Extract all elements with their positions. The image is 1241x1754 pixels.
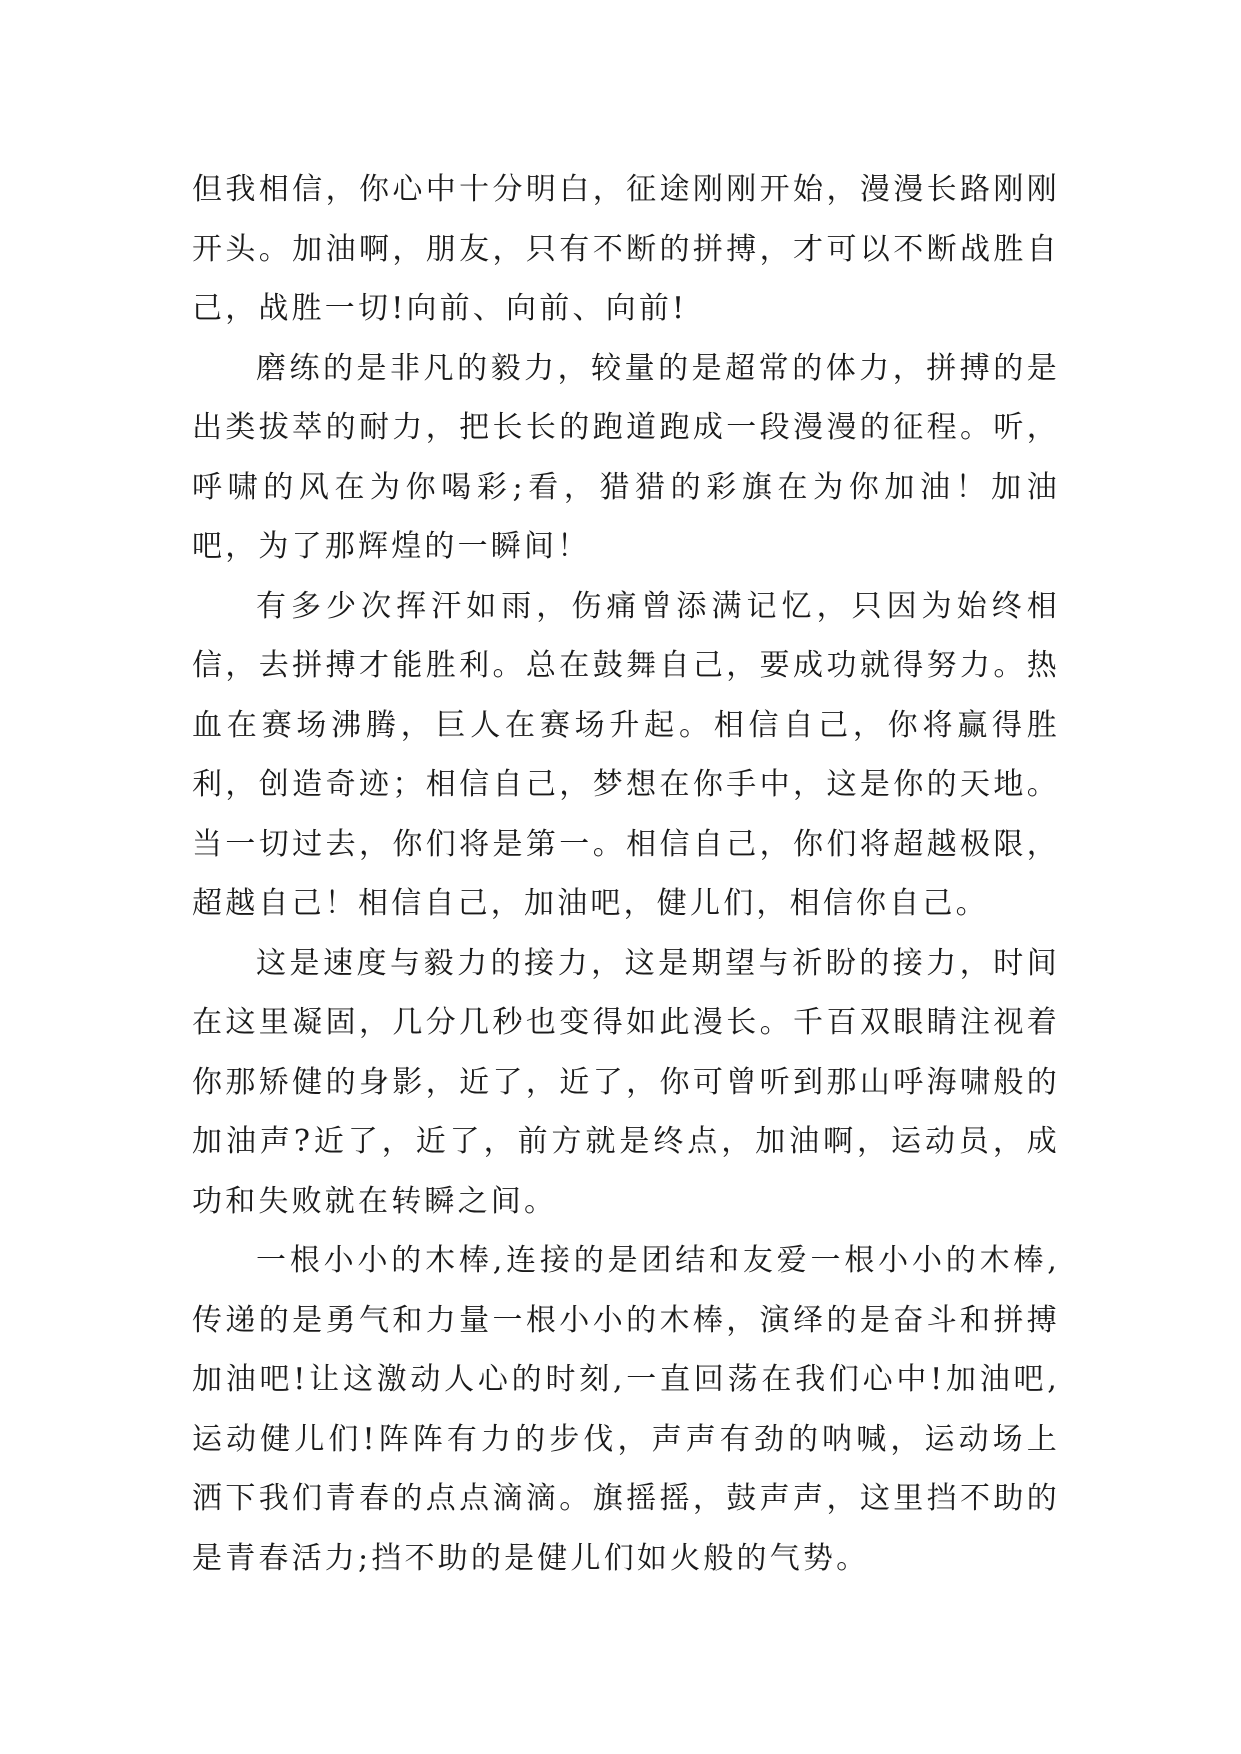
paragraph-3: 有多少次挥汗如雨，伤痛曾添满记忆，只因为始终相信，去拼搏才能胜利。总在鼓舞自己，要成功就得努力。热血在赛场沸腾，巨人在赛场升起。相信自己，你将赢得胜利，创造奇迹；相信自己，梦想在你手中，这是你的天地。当一切过去，你们将是第一。相信自己，你们将超越极限，超越自己！相信自己，加油吧，健儿们，相信你自己。 bbox=[192, 588, 1060, 921]
paragraph-1: 但我相信，你心中十分明白，征途刚刚开始，漫漫长路刚刚开头。加油啊，朋友，只有不断的拼搏，才可以不断战胜自己，战胜一切!向前、向前、向前! bbox=[192, 172, 1060, 326]
paragraph-4: 这是速度与毅力的接力，这是期望与祈盼的接力，时间在这里凝固，几分几秒也变得如此漫长。千百双眼睛注视着你那矫健的身影，近了，近了，你可曾听到那山呼海啸般的加油声?近了，近了，前方就是终点，加油啊，运动员，成功和失败就在转瞬之间。 bbox=[192, 945, 1060, 1219]
document-body bbox=[192, 160, 1060, 1588]
paragraph-2: 磨练的是非凡的毅力，较量的是超常的体力，拼搏的是出类拔萃的耐力，把长长的跑道跑成一段漫漫的征程。听，呼啸的风在为你喝彩;看，猎猎的彩旗在为你加油！加油吧，为了那辉煌的一瞬间！ bbox=[192, 350, 1060, 564]
paragraph-5: 一根小小的木棒,连接的是团结和友爱一根小小的木棒,传递的是勇气和力量一根小小的木棒，演绎的是奋斗和拼搏加油吧!让这激动人心的时刻,一直回荡在我们心中!加油吧,运动健儿们!阵阵有力的步伐，声声有劲的呐喊，运动场上洒下我们青春的点点滴滴。旗摇摇，鼓声声，这里挡不助的是青春活力;挡不助的是健儿们如火般的气势。 bbox=[192, 1243, 1060, 1576]
